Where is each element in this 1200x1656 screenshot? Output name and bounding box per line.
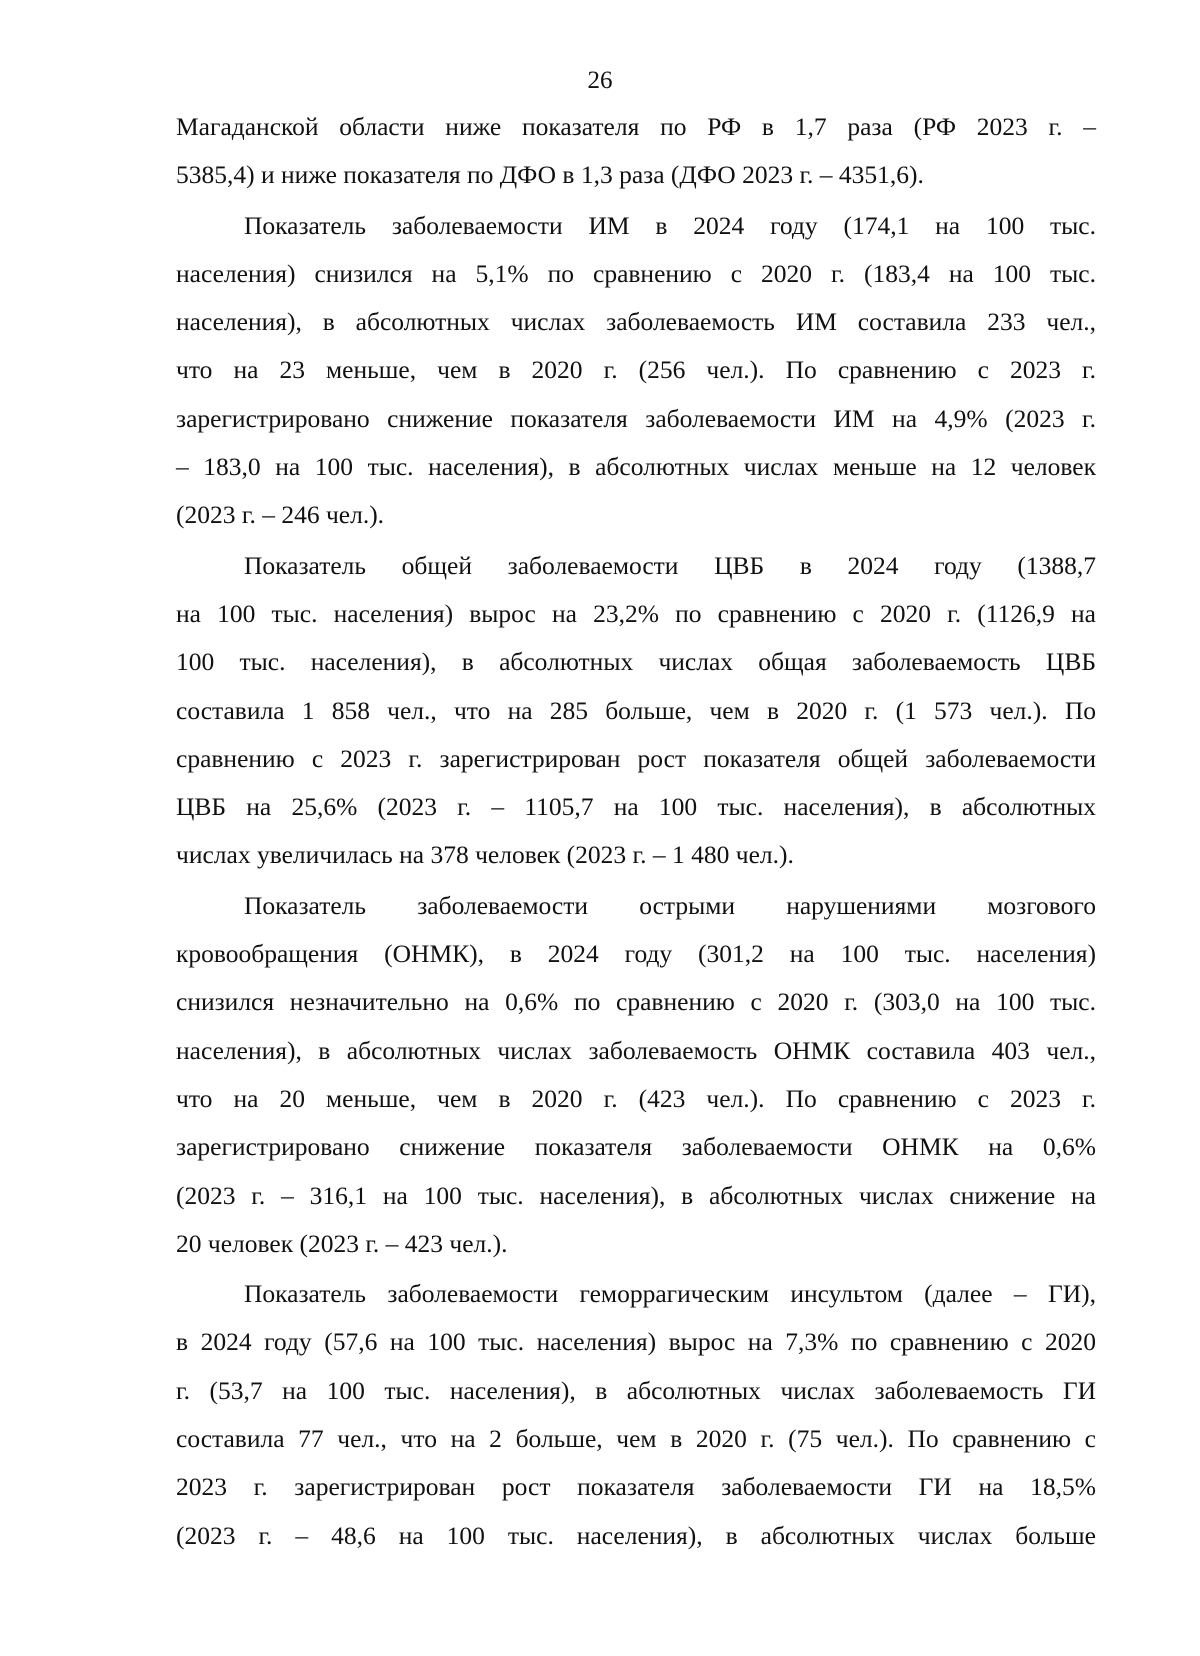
text-line: 20 человек (2023 г. – 423 чел.). (176, 1228, 508, 1258)
text-line: (2023 г. – 246 чел.). (176, 500, 385, 530)
text-line: что на 23 меньше, чем в 2020 г. (256 чел.). По сравнению с 2023 г. (176, 355, 1096, 385)
text-line: г. (53,7 на 100 тыс. населения), в абсолютных числах заболеваемость ГИ (176, 1375, 1096, 1405)
text-line: 2023 г. зарегистрирован рост показателя заболеваемости ГИ на 18,5% (176, 1472, 1096, 1502)
text-line: зарегистрировано снижение показателя заболеваемости ИМ на 4,9% (2023 г. (176, 403, 1096, 433)
text-line: что на 20 меньше, чем в 2020 г. (423 чел.). По сравнению с 2023 г. (176, 1083, 1096, 1113)
text-line: Показатель заболеваемости ИМ в 2024 году (174,1 на 100 тыс. (244, 210, 1096, 240)
text-line: Показатель заболеваемости острыми нарушениями мозгового (244, 890, 1096, 920)
text-line: Показатель общей заболеваемости ЦВБ в 2024 году (1388,7 (244, 550, 1096, 580)
body-text (176, 103, 1096, 1562)
text-line: Показатель заболеваемости геморрагическим инсультом (далее – ГИ), (244, 1279, 1096, 1309)
text-line: 5385,4) и ниже показателя по ДФО в 1,3 раза (ДФО 2023 г. – 4351,6). (176, 160, 924, 190)
paragraph-5 (176, 1270, 1096, 1560)
text-line: (2023 г. – 316,1 на 100 тыс. населения), в абсолютных числах снижение на (176, 1180, 1096, 1210)
text-line: населения), в абсолютных числах заболеваемость ИМ составила 233 чел., (176, 307, 1096, 337)
text-line: числах увеличилась на 378 человек (2023 г. – 1 480 чел.). (176, 840, 794, 870)
text-line: (2023 г. – 48,6 на 100 тыс. населения), в абсолютных числах больше (176, 1520, 1096, 1550)
text-line: ЦВБ на 25,6% (2023 г. – 1105,7 на 100 тыс. населения), в абсолютных (176, 792, 1096, 822)
page-number: 26 (587, 67, 613, 94)
text-line: населения) снизился на 5,1% по сравнению с 2020 г. (183,4 на 100 тыс. (176, 258, 1096, 288)
text-line: снизился незначительно на 0,6% по сравнению с 2020 г. (303,0 на 100 тыс. (176, 987, 1096, 1017)
text-line: 100 тыс. населения), в абсолютных числах общая заболеваемость ЦВБ (176, 647, 1096, 677)
text-line: зарегистрировано снижение показателя заболеваемости ОНМК на 0,6% (176, 1132, 1096, 1162)
text-line: населения), в абсолютных числах заболеваемость ОНМК составила 403 чел., (176, 1035, 1096, 1065)
paragraph-1 (176, 103, 1096, 200)
text-line: в 2024 году (57,6 на 100 тыс. населения) вырос на 7,3% по сравнению с 2020 (176, 1327, 1096, 1357)
text-line: – 183,0 на 100 тыс. населения), в абсолютных числах меньше на 12 человек (176, 452, 1096, 482)
text-line: составила 1 858 чел., что на 285 больше, чем в 2020 г. (1 573 чел.). По (176, 695, 1096, 725)
text-line: составила 77 чел., что на 2 больше, чем в 2020 г. (75 чел.). По сравнению с (176, 1424, 1096, 1454)
text-line: сравнению с 2023 г. зарегистрирован рост показателя общей заболеваемости (176, 743, 1096, 773)
text-line: на 100 тыс. населения) вырос на 23,2% по сравнению с 2020 г. (1126,9 на (176, 598, 1096, 628)
paragraph-2 (176, 202, 1096, 540)
text-line: Магаданской области ниже показателя по РФ в 1,7 раза (РФ 2023 г. – (176, 112, 1096, 141)
paragraph-3 (176, 542, 1096, 880)
paragraph-4 (176, 882, 1096, 1268)
text-line: кровообращения (ОНМК), в 2024 году (301,2 на 100 тыс. населения) (176, 939, 1096, 969)
